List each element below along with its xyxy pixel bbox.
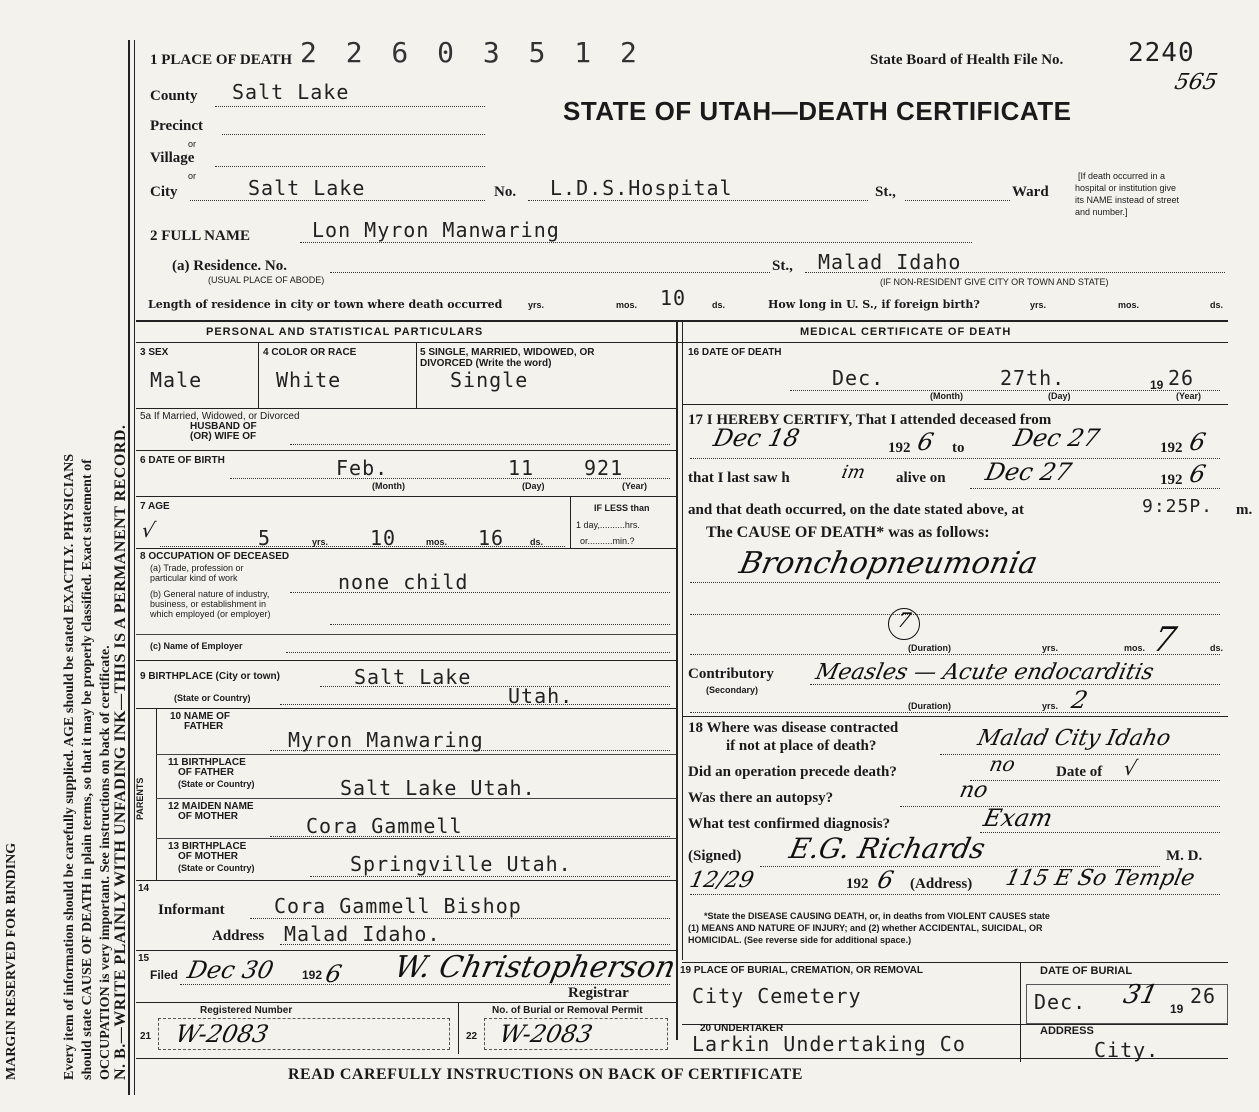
- birthplace-state: Utah.: [508, 684, 574, 708]
- city-label: City: [150, 184, 178, 200]
- marital-value: Single: [450, 368, 529, 392]
- attended-from: Dec 18: [711, 424, 803, 452]
- contributory-duration: 2: [1069, 686, 1091, 714]
- burial-day: 31: [1120, 980, 1161, 1010]
- medical-heading: MEDICAL CERTIFICATE OF DEATH: [800, 326, 1012, 338]
- margin-line-2: Every item of information should be carefully supplied. AGE should be stated EXACTLY. PHYSICIANS: [62, 453, 77, 1080]
- age-months: 10: [370, 526, 397, 550]
- circled-mark: 7: [895, 608, 914, 632]
- county-label: County: [150, 88, 198, 104]
- death-year: 26: [1168, 366, 1195, 390]
- residence-value: Malad Idaho: [818, 250, 962, 274]
- age-years: 5: [258, 526, 272, 550]
- age-days: 16: [478, 526, 505, 550]
- mother-name: Cora Gammell: [306, 814, 463, 838]
- hospital-value: L.D.S.Hospital: [550, 176, 733, 200]
- disease-contracted: Malad City Idaho: [975, 726, 1173, 751]
- time-of-death: 9:25P.: [1142, 496, 1214, 517]
- filed-date: Dec 30: [185, 956, 277, 984]
- autopsy-value: no: [957, 778, 991, 803]
- full-name-value: Lon Myron Manwaring: [312, 218, 560, 242]
- undertaker-address: City.: [1094, 1038, 1160, 1062]
- test-value: Exam: [981, 804, 1056, 832]
- burial-permit-number: W-2083: [497, 1020, 596, 1048]
- death-month: Dec.: [832, 366, 885, 390]
- occupation-value: none child: [338, 570, 469, 594]
- dob-month: Feb.: [336, 456, 389, 480]
- duration-months: 7: [1149, 620, 1180, 660]
- registrar-signature: W. Christopherson: [391, 950, 679, 985]
- death-day: 27th.: [1000, 366, 1066, 390]
- dob-day: 11: [508, 456, 535, 480]
- full-name-label: 2 FULL NAME: [150, 228, 251, 244]
- operation-value: no: [987, 752, 1018, 776]
- physician-address: 115 E So Temple: [1003, 866, 1198, 891]
- burial-year: 26: [1190, 984, 1217, 1008]
- father-birthplace: Salt Lake Utah.: [340, 776, 536, 800]
- informant-address: Malad Idaho.: [284, 922, 441, 946]
- undertaker: Larkin Undertaking Co: [692, 1032, 966, 1056]
- margin-instructions: [0, 0, 130, 1100]
- last-seen-date: Dec 27: [983, 458, 1075, 486]
- contributory-cause: Measles — Acute endocarditis: [813, 660, 1156, 685]
- physician-signature: E.G. Richards: [786, 832, 989, 865]
- city-value: Salt Lake: [248, 176, 366, 200]
- dob-year: 921: [584, 456, 624, 480]
- village-label: Village: [150, 150, 195, 166]
- margin-line-3: should state CAUSE OF DEATH in plain terms, so that it may be properly classified. Exact statement of: [80, 459, 95, 1080]
- page-title: STATE OF UTAH—DEATH CERTIFICATE: [563, 96, 1072, 126]
- mother-birthplace: Springville Utah.: [350, 852, 572, 876]
- file-no-hand: 565: [1172, 70, 1220, 95]
- sign-date: 12/29: [687, 868, 757, 893]
- margin-line-1: N. B.—WRITE PLAINLY WITH UNFADING INK—THIS IS A PERMANENT RECORD.: [112, 424, 129, 1080]
- informant-name: Cora Gammell Bishop: [274, 894, 522, 918]
- cause-of-death: Bronchopneumonia: [736, 546, 1041, 581]
- personal-heading: PERSONAL AND STATISTICAL PARTICULARS: [206, 326, 484, 338]
- file-no: 2240: [1128, 38, 1195, 68]
- county-value: Salt Lake: [232, 80, 350, 104]
- registered-number: W-2083: [173, 1020, 272, 1048]
- footer-instructions: READ CAREFULLY INSTRUCTIONS ON BACK OF CERTIFICATE: [288, 1066, 803, 1083]
- burial-place: City Cemetery: [692, 984, 862, 1008]
- margin-binding: MARGIN RESERVED FOR BINDING: [4, 842, 19, 1080]
- margin-line-4: OCCUPATION is very important. See instructions on back of certificate.: [98, 645, 113, 1080]
- attended-to: Dec 27: [1011, 424, 1103, 452]
- place-of-death-label: 1 PLACE OF DEATH: [150, 52, 293, 68]
- birthplace-city: Salt Lake: [354, 665, 472, 689]
- burial-date: Dec.: [1034, 990, 1087, 1014]
- stamp-number: 2 2 6 0 3 5 1 2: [300, 36, 643, 69]
- length-of-residence: 10: [660, 286, 687, 310]
- sex-value: Male: [150, 368, 203, 392]
- father-name: Myron Manwaring: [288, 728, 484, 752]
- file-no-label: State Board of Health File No.: [870, 52, 1064, 68]
- precinct-label: Precinct: [150, 118, 204, 134]
- race-value: White: [276, 368, 342, 392]
- parents-label: PARENTS: [135, 777, 145, 820]
